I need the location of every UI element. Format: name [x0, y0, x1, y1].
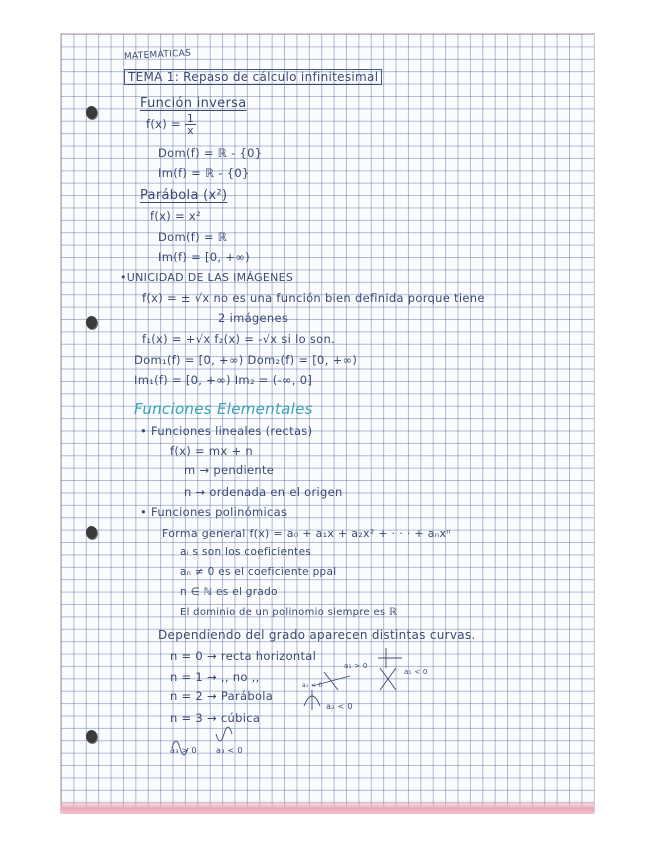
fx-lhs: f(x) = [146, 117, 181, 131]
label-a1-pos: a₁ > 0 [344, 662, 368, 670]
unicity-line-3: f₁(x) = +√x f₂(x) = -√x si lo son. [142, 332, 336, 346]
label-a3-pos: a₃ > 0 [170, 746, 197, 755]
unicity-line-4: Dom₁(f) = [0, +∞) Dom₂(f) = [0, +∞) [134, 353, 358, 367]
label-a0-neg: a₁ < 0 [404, 668, 428, 676]
degree-2: n = 2 → Parábola [170, 689, 274, 703]
cubic-curve-neg [216, 727, 232, 741]
linear-intercept: n → ordenada en el origen [184, 485, 343, 499]
numerator: 1 [186, 112, 195, 125]
poly-leading-coef: aₙ ≠ 0 es el coeficiente ppal [180, 566, 337, 578]
unicity-title: •UNICIDAD DE LAS IMÁGENES [120, 271, 294, 284]
poly-curves-intro: Dependiendo del grado aparecen distintas curvas. [158, 628, 476, 642]
poly-coefficients: aᵢ s son los coeficientes [180, 546, 312, 558]
poly-general-form: Forma general f(x) = a₀ + a₁x + a₂x² + · · · + aₙxⁿ [162, 527, 451, 540]
poly-domain: El dominio de un polinomio siempre es ℝ [180, 607, 398, 618]
unicity-line-5: Im₁(f) = [0, +∞) Im₂ = (-∞, 0] [134, 373, 313, 387]
poly-title: • Funciones polinómicas [140, 505, 288, 519]
label-a2-neg: a₂ < 0 [326, 702, 353, 711]
parabola-domain: Dom(f) = ℝ [158, 230, 228, 244]
denominator: x [187, 124, 194, 137]
linear-fx: f(x) = mx + n [170, 444, 253, 458]
label-a1-neg: a₁ < 0 [302, 682, 323, 689]
sketch-stroke [312, 676, 350, 686]
unicity-line-2: 2 imágenes [218, 311, 289, 325]
topic-text: TEMA 1: Repaso de cálculo infinitesimal [124, 69, 382, 85]
degree-0: n = 0 → recta horizontal [170, 649, 317, 663]
section-inverse-title: Función inversa [140, 96, 247, 111]
parabola-fx: f(x) = x² [150, 209, 201, 223]
poly-degree: n ∈ ℕ es el grado [180, 586, 278, 598]
unicity-line-1: f(x) = ± √x no es una función bien definida porque tiene [142, 291, 485, 305]
subject-title: MATEMÁTICAS [123, 48, 192, 62]
inverse-domain: Dom(f) = ℝ - {0} [158, 146, 263, 160]
linear-slope: m → pendiente [184, 463, 275, 477]
degree-3: n = 3 → cúbica [170, 711, 261, 725]
parabola-image: Im(f) = [0, +∞) [158, 250, 250, 264]
degree-1: n = 1 → ,, no ,, [170, 670, 260, 684]
section-elementary-title: Funciones Elementales [134, 400, 313, 418]
linear-title: • Funciones lineales (rectas) [140, 424, 313, 438]
inverse-image: Im(f) = ℝ - {0} [158, 166, 250, 180]
label-a3-neg: a₃ < 0 [216, 746, 243, 755]
cubic-curve-pos [172, 741, 188, 755]
section-parabola-title: Parábola (x²) [140, 188, 228, 203]
